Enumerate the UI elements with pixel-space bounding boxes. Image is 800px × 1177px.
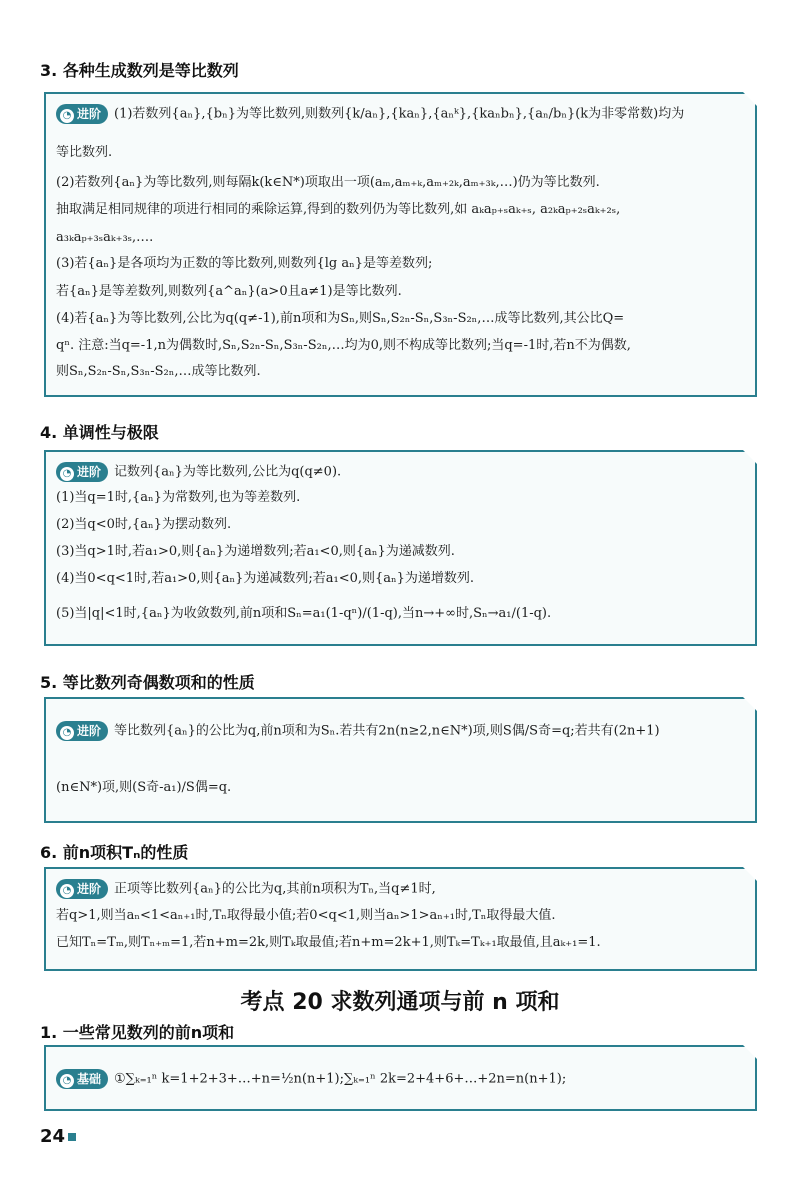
badge-icon: ◔ xyxy=(60,467,74,481)
square-marker-icon xyxy=(68,1133,76,1141)
badge-icon: ◔ xyxy=(60,1074,74,1088)
advanced-badge: ◔ 进阶 xyxy=(56,721,108,741)
section-3-line-10: 则Sₙ,S₂ₙ-Sₙ,S₃ₙ-S₂ₙ,…成等比数列. xyxy=(56,364,261,379)
section-3-line-4: 抽取满足相同规律的项进行相同的乘除运算,得到的数列仍为等比数列,如 aₖaₚ₊ₛaₖ₊ₛ, a₂ₖaₚ₊₂ₛaₖ₊₂ₛ, xyxy=(56,202,621,217)
page-number: 24 xyxy=(40,1126,76,1147)
section-1-line-1: ◔ 基础 ①∑ₖ₌₁ⁿ k=1+2+3+…+n=½n(n+1);∑ₖ₌₁ⁿ 2k=2+4+6+…+2n=n(n+1); xyxy=(56,1069,745,1089)
section-3-line-5: a₃ₖaₚ₊₃ₛaₖ₊₃ₛ,…. xyxy=(56,230,154,245)
section-3-line-9: qⁿ. 注意:当q=-1,n为偶数时,Sₙ,S₂ₙ-Sₙ,S₃ₙ-S₂ₙ,…均为0,则不构成等比数列;当q=-1时,若n不为偶数, xyxy=(56,338,631,353)
section-5-line-1: ◔ 进阶 等比数列{aₙ}的公比为q,前n项和为Sₙ.若共有2n(n≥2,n∈N*)项,则S偶/S奇=q;若共有(2n+1) xyxy=(56,721,745,741)
section-6-line-3: 已知Tₙ=Tₘ,则Tₙ₊ₘ=1,若n+m=2k,则Tₖ取最值;若n+m=2k+1,则Tₖ=Tₖ₊₁取最值,且aₖ₊₁=1. xyxy=(56,935,601,950)
section-6-line-1: ◔ 进阶 正项等比数列{aₙ}的公比为q,其前n项积为Tₙ,当q≠1时, xyxy=(56,879,745,899)
section-3-line-3: (2)若数列{aₙ}为等比数列,则每隔k(k∈N*)项取出一项(aₘ,aₘ₊ₖ,aₘ₊₂ₖ,aₘ₊₃ₖ,…)仍为等比数列. xyxy=(56,175,600,190)
section-4-line-6: (5)当|q|<1时,{aₙ}为收敛数列,前n项和Sₙ=a₁(1-qⁿ)/(1-q),当n→+∞时,Sₙ→a₁/(1-q). xyxy=(56,606,552,621)
section-6-line-2: 若q>1,则当aₙ<1<aₙ₊₁时,Tₙ取得最小值;若0<q<1,则当aₙ>1>aₙ₊₁时,Tₙ取得最大值. xyxy=(56,908,556,923)
advanced-badge: ◔ 进阶 xyxy=(56,104,108,124)
basic-badge: ◔ 基础 xyxy=(56,1069,108,1089)
section-3-box xyxy=(44,92,757,397)
advanced-badge: ◔ 进阶 xyxy=(56,879,108,899)
section-6-title: 6. 前n项积Tₙ的性质 xyxy=(40,843,189,862)
topic-heading: 考点 20 求数列通项与前 n 项和 xyxy=(240,990,560,1015)
section-3-line-7: 若{aₙ}是等差数列,则数列{a^aₙ}(a>0且a≠1)是等比数列. xyxy=(56,284,402,299)
section-3-line-1: ◔ 进阶 (1)若数列{aₙ},{bₙ}为等比数列,则数列{k/aₙ},{kaₙ},{aₙᵏ},{kaₙbₙ},{aₙ/bₙ}(k为非零常数)均为 xyxy=(56,104,745,124)
badge-icon: ◔ xyxy=(60,726,74,740)
section-3-line-2: 等比数列. xyxy=(56,145,113,160)
badge-icon: ◔ xyxy=(60,109,74,123)
section-4-title: 4. 单调性与极限 xyxy=(40,423,159,442)
section-4-line-5: (4)当0<q<1时,若a₁>0,则{aₙ}为递减数列;若a₁<0,则{aₙ}为递增数列. xyxy=(56,571,475,586)
section-3-line-6: (3)若{aₙ}是各项均为正数的等比数列,则数列{lg aₙ}是等差数列; xyxy=(56,256,433,271)
section-4-line-3: (2)当q<0时,{aₙ}为摆动数列. xyxy=(56,517,232,532)
section-4-line-4: (3)当q>1时,若a₁>0,则{aₙ}为递增数列;若a₁<0,则{aₙ}为递减数列. xyxy=(56,544,455,559)
section-1-box xyxy=(44,1045,757,1111)
section-4-line-1: ◔ 进阶 记数列{aₙ}为等比数列,公比为q(q≠0). xyxy=(56,462,745,482)
section-5-box xyxy=(44,697,757,823)
section-5-line-2: (n∈N*)项,则(S奇-a₁)/S偶=q. xyxy=(56,780,232,795)
section-5-title: 5. 等比数列奇偶数项和的性质 xyxy=(40,673,255,692)
section-3-line-8: (4)若{aₙ}为等比数列,公比为q(q≠-1),前n项和为Sₙ,则Sₙ,S₂ₙ-Sₙ,S₃ₙ-S₂ₙ,…成等比数列,其公比Q= xyxy=(56,311,625,326)
section-1-title: 1. 一些常见数列的前n项和 xyxy=(40,1023,235,1042)
section-4-box xyxy=(44,450,757,646)
section-4-line-2: (1)当q=1时,{aₙ}为常数列,也为等差数列. xyxy=(56,490,301,505)
badge-icon: ◔ xyxy=(60,884,74,898)
section-6-box xyxy=(44,867,757,971)
advanced-badge: ◔ 进阶 xyxy=(56,462,108,482)
section-3-title: 3. 各种生成数列是等比数列 xyxy=(40,61,239,80)
